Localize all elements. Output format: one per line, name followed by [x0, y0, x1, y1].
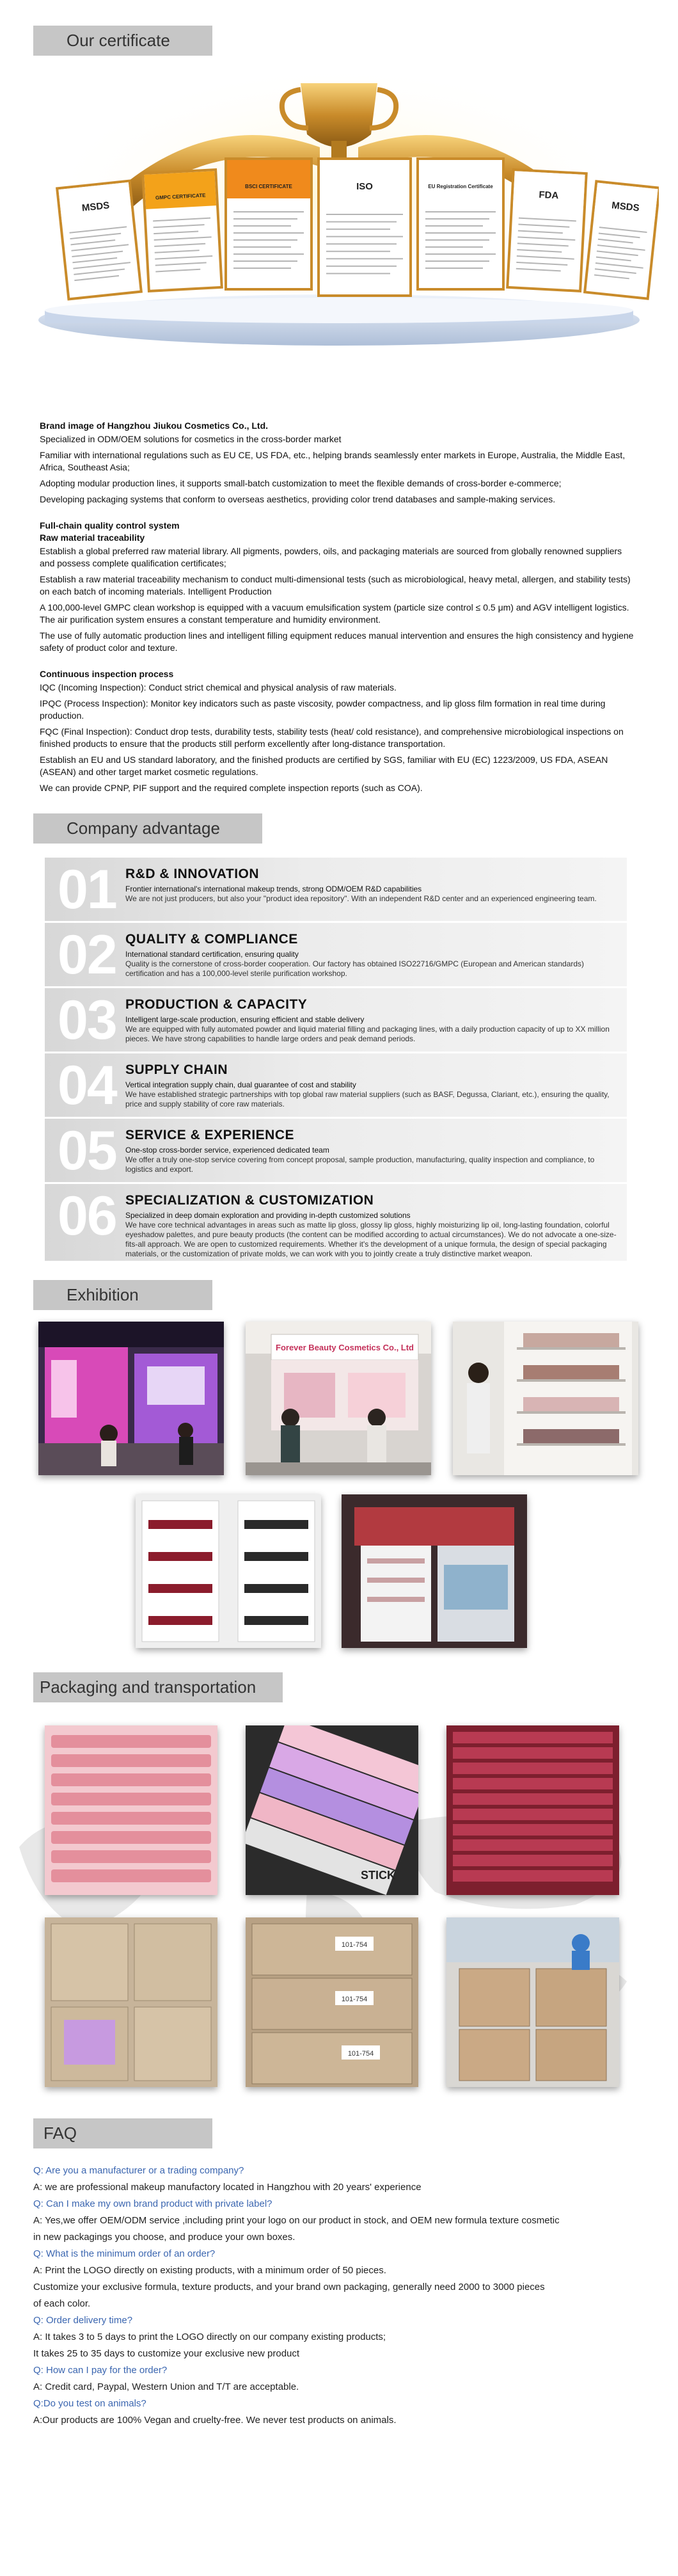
- advantage-description: We offer a truly one-stop service covering from concept proposal, sample production, manufacturing, quality inspection and compliance, to logistics and export.: [125, 1155, 595, 1174]
- advantage-subtitle: One-stop cross-border service, experienced dedicated team: [125, 1146, 329, 1155]
- packaging-photo: [446, 1917, 619, 2087]
- exhibition-photo: [38, 1322, 224, 1475]
- packaging-gallery: [0, 1725, 678, 2103]
- advantage-item: [45, 1053, 627, 1117]
- faq-question: Q: How can I pay for the order?: [33, 2365, 168, 2376]
- inspection-paragraph: IQC (Incoming Inspection): Conduct strict chemical and physical analysis of raw materials.: [40, 682, 397, 692]
- inspection-paragraph: We can provide CPNP, PIF support and the required complete inspection reports (such as COA).: [40, 783, 423, 793]
- packaging-photo: [45, 1917, 217, 2087]
- certificate-section: [0, 0, 678, 384]
- advantage-item: [45, 858, 627, 921]
- exhibition-photo: [136, 1494, 321, 1648]
- box-label: 101-754: [341, 1996, 368, 2003]
- advantage-title: SPECIALIZATION & CUSTOMIZATION: [125, 1193, 374, 1208]
- advantage-item: [45, 1184, 627, 1261]
- faq-question: Q:Do you test on animals?: [33, 2398, 146, 2409]
- inspection-paragraph: FQC (Final Inspection): Conduct drop tests, durability tests, stability tests (heat/ cold resistance), and comprehensive microbiological inspections on finished products to ensure that the products still perform excellently after long-distance transportation.: [40, 726, 624, 749]
- advantage-description: We are not just producers, but also your "product idea repository". With an independent R&D center and an experienced engineering team.: [125, 894, 597, 903]
- quality-control-section: [0, 520, 678, 654]
- certificate-card: [225, 157, 313, 291]
- packaging-photo: [446, 1725, 619, 1895]
- certificate-card-label: GMPC CERTIFICATE: [155, 192, 206, 201]
- certificate-card-label: FDA: [539, 189, 559, 202]
- advantage-item: [45, 923, 627, 986]
- faq-question: Q: Can I make my own brand product with private label?: [33, 2198, 272, 2209]
- advantage-description: We have established strategic partnerships with top global raw material suppliers (such as BASF, Degussa, Clariant, etc.), ensuring the quality, price and supply stability of core raw materials.: [125, 1090, 610, 1108]
- faq-answer: It takes 25 to 35 days to customize your exclusive new product: [33, 2348, 300, 2359]
- brand-paragraph: Adopting modular production lines, it supports small-batch customization to meet the flexible demands of cross-border e-commerce;: [40, 478, 562, 488]
- faq-section: [0, 2118, 678, 2448]
- advantage-subtitle: Intelligent large-scale production, ensuring efficient and stable delivery: [125, 1015, 365, 1024]
- packaging-section: [0, 1672, 678, 2103]
- faq-question: Q: What is the minimum order of an order?: [33, 2248, 216, 2259]
- packaging-photo: [45, 1725, 217, 1895]
- faq-list: [33, 2163, 647, 2429]
- faq-answer: A: It takes 3 to 5 days to print the LOGO directly on our company existing products;: [33, 2332, 386, 2342]
- certificate-card-label: BSCI CERTIFICATE: [245, 184, 292, 189]
- certificate-card: [416, 157, 505, 291]
- advantage-number: 03: [58, 989, 116, 1051]
- advantage-number: 02: [58, 924, 116, 986]
- advantage-section: [0, 813, 678, 1261]
- quality-paragraph: The use of fully automatic production lines and intelligent filling equipment reduces manual intervention and ensures the high consistency and hygiene safety of product color and texture.: [40, 630, 634, 653]
- advantage-title: SUPPLY CHAIN: [125, 1062, 228, 1077]
- box-label: 101-754: [341, 1941, 368, 1949]
- faq-answer: A: Yes,we offer OEM/ODM service ,including print your logo on our product in stock, and OEM new formula texture cosmetic: [33, 2215, 560, 2226]
- advantage-subtitle: International standard certification, ensuring quality: [125, 950, 299, 959]
- inspection-paragraph: Establish an EU and US standard laboratory, and the finished products are certified by SGS, familiar with EU (EC) 1223/2009, US FDA, ASEAN (ASEAN) and other target market cosmetic regulations.: [40, 755, 608, 777]
- advantage-list: [45, 858, 627, 1261]
- advantage-number: 05: [58, 1120, 116, 1181]
- faq-answer: A: Credit card, Paypal, Western Union and T/T are acceptable.: [33, 2381, 299, 2392]
- brand-paragraph: Familiar with international regulations such as EU CE, US FDA, etc., helping brands seamlessly enter markets in Europe, Australia, the Middle East, Africa, Southeast Asia;: [40, 450, 626, 472]
- certificate-card: [506, 168, 588, 292]
- certificate-card-label: MSDS: [81, 200, 110, 214]
- exhibition-photo: [342, 1494, 527, 1648]
- certificate-card: [583, 180, 659, 300]
- stick-label: STICK: [361, 1869, 395, 1882]
- packaging-photo: [246, 1725, 418, 1895]
- certificate-card: [317, 157, 412, 297]
- inspection-section: [0, 668, 678, 794]
- faq-question: Q: Are you a manufacturer or a trading company?: [33, 2165, 244, 2176]
- packaging-photo: [246, 1917, 418, 2087]
- brand-paragraph: Specialized in ODM/OEM solutions for cosmetics in the cross-border market: [40, 434, 342, 444]
- certificate-card-label: EU Registration Certificate: [428, 184, 493, 189]
- quality-paragraph: Establish a raw material traceability mechanism to conduct multi-dimensional tests (such as microbiological, heavy metal, allergen, and stability tests) on each batch of incoming materials. Intelligent Production: [40, 574, 631, 596]
- brand-section: [0, 420, 678, 506]
- certificate-card: [56, 179, 143, 300]
- faq-answer: of each color.: [33, 2298, 91, 2309]
- faq-answer: A: Print the LOGO directly on existing products, with a minimum order of 50 pieces.: [33, 2265, 386, 2276]
- packaging-heading: Packaging and transportation: [33, 1672, 283, 1702]
- advantage-heading: Company advantage: [33, 813, 262, 844]
- faq-question: Q: Order delivery time?: [33, 2315, 133, 2326]
- advantage-description: We have core technical advantages in areas such as matte lip gloss, glossy lip gloss, highly moisturizing lip oil, long-lasting foundation, colorful eyeshadow palettes, and pure beauty products (the content can be modified according to actual circumstances). We do not advocate a one-size-fits-all approach. We are open to customized requirements. Whether it's the development of a unique formula, the design of special packaging materials, or the customization of private molds, we can work with you to jointly create a truly distinctive market weapon.: [125, 1220, 617, 1258]
- advantage-number: 04: [58, 1055, 116, 1116]
- advantage-number: 06: [58, 1185, 116, 1247]
- faq-answer: A:Our products are 100% Vegan and cruelty-free. We never test products on animals.: [33, 2415, 397, 2426]
- advantage-item: [45, 1119, 627, 1182]
- brand-title: Brand image of Hangzhou Jiukou Cosmetics Co., Ltd.: [40, 420, 269, 431]
- faq-answer: Customize your exclusive formula, texture products, and your brand own packaging, generally need 2000 to 3000 pieces: [33, 2282, 545, 2292]
- advantage-item: [45, 988, 627, 1052]
- exhibition-heading: Exhibition: [33, 1280, 212, 1310]
- quality-control-title: Full-chain quality control system: [40, 520, 180, 531]
- inspection-paragraph: IPQC (Process Inspection): Monitor key indicators such as paste viscosity, powder compactness, and lip gloss film formation in real time during production.: [40, 698, 606, 721]
- brand-paragraph: Developing packaging systems that conform to overseas aesthetics, providing color trend databases and sample-making services.: [40, 494, 556, 504]
- advantage-subtitle: Specialized in deep domain exploration and providing in-depth customized solutions: [125, 1211, 411, 1220]
- quality-paragraph: Establish a global preferred raw material library. All pigments, powders, oils, and packaging materials are sourced from globally renowned suppliers and possess complete qualification certificates;: [40, 546, 622, 568]
- advantage-subtitle: Frontier international's international makeup trends, strong ODM/OEM R&D capabilities: [125, 884, 422, 893]
- booth-sign: [271, 1334, 418, 1360]
- faq-answer: in new packagings you choose, and produce your own boxes.: [33, 2232, 296, 2243]
- certificate-card: [141, 168, 223, 292]
- certificate-card-label: MSDS: [611, 200, 640, 214]
- faq-answer: A: we are professional makeup manufactory located in Hangzhou with 20 years' experience: [33, 2182, 422, 2193]
- advantage-subtitle: Vertical integration supply chain, dual guarantee of cost and stability: [125, 1080, 356, 1089]
- advantage-title: R&D & INNOVATION: [125, 867, 260, 881]
- exhibition-gallery: [0, 1322, 678, 1654]
- advantage-number: 01: [58, 859, 116, 920]
- exhibition-section: [0, 1280, 678, 1654]
- booth-sign-text: Forever Beauty Cosmetics Co., Ltd: [276, 1343, 414, 1352]
- advantage-description: Quality is the cornerstone of cross-border cooperation. Our factory has obtained ISO22716/GMPC (European and American standards) certification and has a 100,000-level sterile purification workshop.: [125, 959, 585, 978]
- exhibition-photo: [453, 1322, 638, 1475]
- advantage-description: We are equipped with fully automated powder and liquid material filling and packaging lines, with a daily production capacity of up to XX million pieces. We have strong capabilities to handle large orders and peak demand periods.: [125, 1025, 610, 1043]
- advantage-title: QUALITY & COMPLIANCE: [125, 932, 298, 947]
- advantage-title: SERVICE & EXPERIENCE: [125, 1128, 295, 1142]
- quality-paragraph: A 100,000-level GMPC clean workshop is equipped with a vacuum emulsification system (particle size control ≤ 0.5 μm) and AGV intelligent logistics. The air purification system ensures a constant temperature and humidity environment.: [40, 602, 629, 625]
- faq-heading: FAQ: [33, 2118, 212, 2148]
- certificate-heading: Our certificate: [33, 26, 212, 56]
- advantage-title: PRODUCTION & CAPACITY: [125, 997, 308, 1012]
- certificate-display: [19, 64, 659, 358]
- raw-material-subtitle: Raw material traceability: [40, 532, 145, 543]
- inspection-title: Continuous inspection process: [40, 669, 174, 679]
- box-label: 101-754: [347, 2050, 374, 2058]
- certificate-card-label: ISO: [356, 181, 373, 193]
